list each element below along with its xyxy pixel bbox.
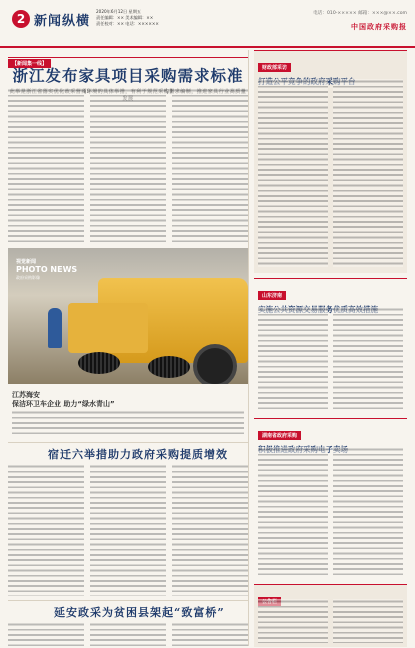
section-divider — [8, 442, 248, 443]
article-body — [90, 464, 166, 596]
photo-label: PHOTO NEWS — [16, 265, 78, 274]
sidebar-body — [258, 447, 328, 575]
sidebar-body — [258, 79, 328, 267]
column-tag: 【新闻集一线】 — [8, 59, 51, 68]
sidebar-body — [333, 79, 403, 267]
sidebar-box — [254, 50, 407, 273]
meta-line: 2020年6月12日 星期五 — [96, 9, 142, 14]
article-body — [8, 88, 84, 244]
photo-label: 视觉新闻 — [16, 259, 37, 265]
header-meta — [96, 9, 206, 27]
page-number-badge: 2 — [12, 10, 30, 28]
sidebar-box — [254, 278, 407, 413]
sidebar-tag: 山东济南 — [258, 291, 286, 300]
header-contact: 电话：010-××××× 邮箱：×××@××.com — [313, 11, 407, 16]
article-body — [172, 464, 248, 596]
news-photo — [8, 248, 248, 384]
photo-caption-body — [12, 410, 244, 436]
section-divider — [8, 600, 248, 601]
page-header — [0, 0, 415, 48]
left-column — [8, 50, 248, 619]
article-body — [90, 622, 166, 646]
sidebar-box — [254, 418, 407, 579]
wheel-icon — [193, 344, 237, 384]
article-body — [172, 622, 248, 646]
article-body — [172, 88, 248, 244]
brush-icon — [148, 356, 190, 378]
article-body — [90, 88, 166, 244]
notice-box — [254, 584, 407, 647]
photo-caption-title: 江苏海安 — [12, 391, 40, 399]
sidebar-tag: 财政部采访 — [258, 63, 291, 72]
headline-yanan: 延安政采为贫困县架起“致富桥” — [54, 606, 225, 619]
photo-label: 政府采购影像 — [16, 275, 40, 280]
article-body — [8, 622, 84, 646]
article-body — [8, 464, 84, 596]
sweeper-vehicle — [68, 303, 148, 353]
meta-line: 责任校对：×× 电话：×××××× — [96, 21, 159, 26]
newspaper-brand: 中国政府采购报 — [351, 22, 407, 31]
sidebar-tag: 湖南省政府采购 — [258, 431, 301, 440]
brush-icon — [78, 352, 120, 374]
worker-figure — [48, 308, 62, 348]
meta-line: 责任编辑：×× 美术编辑：×× — [96, 15, 154, 20]
column-divider — [248, 50, 249, 646]
section-title: 新闻纵横 — [34, 14, 91, 29]
photo-caption-subtitle: 保洁环卫车企业 助力“绿水青山” — [12, 400, 115, 408]
sidebar-body — [333, 307, 403, 409]
sidebar-body — [258, 307, 328, 409]
notice-body — [333, 599, 403, 643]
notice-body — [258, 599, 328, 643]
headline-suqian: 宿迁六举措助力政府采购提质增效 — [48, 448, 228, 461]
sidebar-body — [333, 447, 403, 575]
main-headline: 浙江发布家具项目采购需求标准 — [12, 66, 244, 85]
